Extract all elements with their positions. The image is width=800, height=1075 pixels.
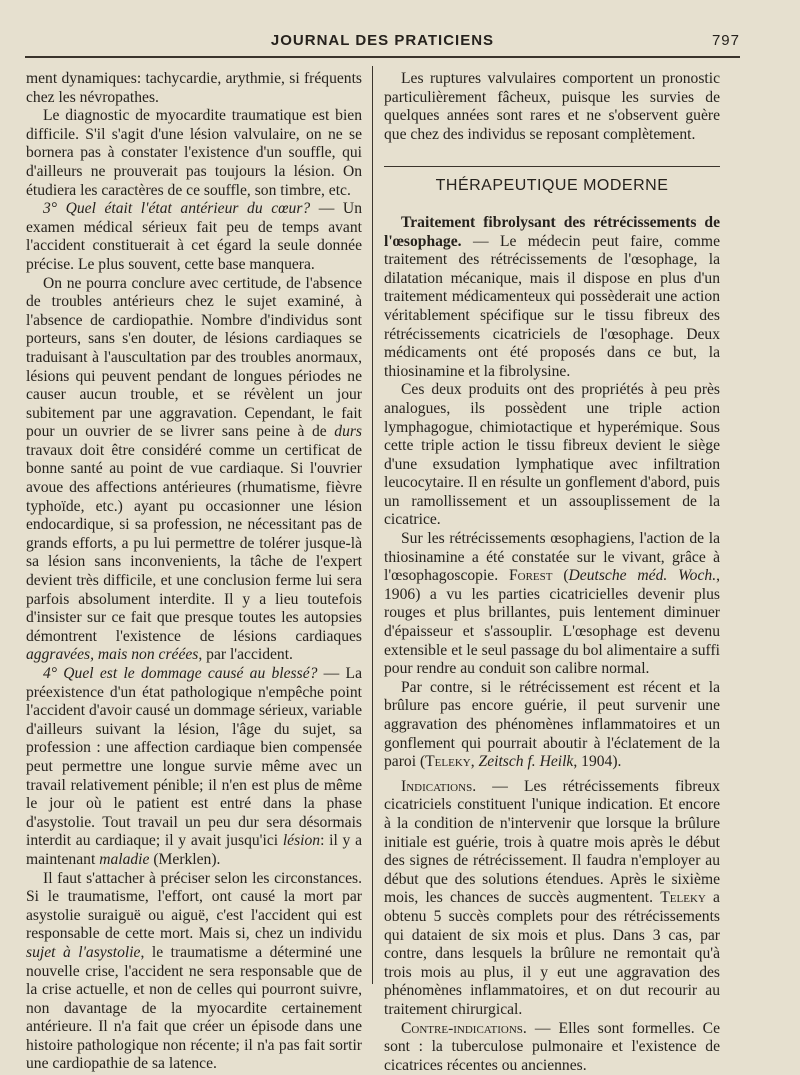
paragraph	[26, 70, 362, 107]
journal-citation: Zeitsch f. Heilk	[479, 753, 574, 770]
author-name: Teleky	[660, 889, 706, 906]
author-name: Teleky	[425, 753, 471, 770]
paragraph	[26, 200, 362, 274]
text: ,	[471, 753, 479, 770]
article-title: Traitement fibrolysant des rétrécissements de l'œsophage.	[384, 214, 720, 250]
paragraph	[384, 381, 720, 530]
paragraph	[384, 1020, 720, 1075]
italic-text: maladie	[99, 851, 149, 868]
paragraph	[384, 70, 720, 144]
journal-citation: Deutsche méd. Woch.	[569, 567, 717, 584]
left-column	[26, 70, 362, 1074]
text: Sur les rétrécissements œsophagiens, l'action de la thiosinamine a été constatée sur le vivant, grâce à l'œsophagoscopie.	[384, 530, 720, 584]
text: ment dynamiques: tachycardie, arythmie, si fréquents chez les névropathes.	[26, 70, 362, 106]
author-name: Forest	[509, 567, 553, 584]
question-heading: 3° Quel était l'état antérieur du cœur?	[43, 200, 310, 217]
text: Par contre, si le rétrécissement est récent et la brûlure pas encore guérie, il peut survenir une aggravation des phénomènes inflammatoires et un gonflement qui pourrait aboutir à l'éclatement de la paroi (	[384, 679, 720, 770]
text: — Elles sont formelles. Ce sont : la tuberculose pulmonaire et l'existence de cicatrices récentes ou anciennes.	[384, 1020, 720, 1074]
paragraph	[26, 275, 362, 665]
text: : il y a maintenant	[26, 832, 362, 868]
right-column	[384, 70, 720, 1075]
text: a obtenu 5 succès complets pour des rétrécissements qui dataient de six mois et plus. Dans 3 cas, par contre, dans lesquels la brûlure ne remontait qu'à trois mois au plus, il y eut une aggravation des phénomènes inflammatoires, et on dut recourir au traitement chirurgical.	[384, 889, 720, 1018]
paragraph	[384, 778, 720, 1020]
subsection-label: Contre-indications.	[401, 1020, 527, 1037]
paragraph	[26, 665, 362, 870]
text: — La préexistence d'un état pathologique n'empêche point l'accident d'avoir causé un dommage sérieux, variable d'ailleurs suivant la lésion, l'âge du sujet, sa profession : une affection cardiaque bien compensée peut permettre une longue survie même avec un travail relativement pénible; il n'en est plus de même le jour où le patient est entré dans la phase d'asystolie. Tout travail un peu dur sera désormais interdit au cardiaque; il y avait jusqu'ici	[26, 665, 362, 849]
text: Le diagnostic de myocardite traumatique est bien difficile. S'il s'agit d'une lésion valvulaire, on ne se bornera pas à constater l'existence d'un souffle, qui d'ailleurs ne prouverait pas toujours la lésion. On étudiera les caractères de ce souffle, son timbre, etc.	[26, 107, 362, 198]
subsection-label: Indications.	[401, 778, 476, 795]
journal-title: JOURNAL DES PRATICIENS	[25, 32, 740, 49]
text: On ne pourra conclure avec certitude, de l'absence de troubles antérieurs chez le sujet examiné, à l'absence de cardiopathie. Nombre d'individus sont porteurs, sans s'en douter, de lésions cardiaques se traduisant à l'auscultation par des troubles anormaux, lésions qui peuvent pendant de longues périodes ne causer aucun trouble, et se révèlent un jour subitement par une aggravation. Cependant, le fait pour un ouvrier de se livrer sans peine à de	[26, 275, 362, 441]
header-rule	[25, 56, 740, 58]
section-rule	[384, 166, 720, 167]
paragraph	[26, 870, 362, 1075]
paragraph	[384, 679, 720, 772]
text: — Les rétrécissements fibreux cicatriciels constituent l'unique indication. Et encore à la condition de n'intervenir que lorsque la brûlure initiale est guérie, trois à quatre mois après le début des signes de rétrécissement. Il faudra n'employer au début que des solutions étendues. Après le sixième mois, les chances de succès augmentent.	[384, 778, 720, 907]
text: (	[552, 567, 568, 584]
running-head	[25, 32, 740, 54]
italic-text: lésion	[283, 832, 320, 849]
text: travaux doit être considéré comme un certificat de bonne santé au point de vue cardiaque. Si l'ouvrier avoue des affections antérieures (rhumatisme, fièvre typhoïde, etc.) ayant pu occasionner une lésion endocardique, si sa profession, ne nécessitant pas de grands efforts, a pu lui permettre de tolérer jusque-là sa lésion sans inconvenients, la tâche de l'expert devient très difficile, et une conclusion ferme lui sera parfois absolument interdite. Il y a lieu toutefois d'insister sur ce fait que presque toutes les autopsies démontrent l'existence de lésions cardiaques	[26, 442, 362, 645]
paragraph	[384, 530, 720, 679]
text: — Le médecin peut faire, comme traitement des rétrécissements de l'œsophage, la dilatation mécanique, mais il dispose en plus d'un traitement médicamenteux qui possèderait une action véritablement spécifique sur le tissu fibreux des rétrécissements cicatriciels de l'œsophage. Deux médicaments ont été proposés dans ce but, la thiosinamine et la fibrolysine.	[384, 233, 720, 380]
column-divider	[372, 66, 373, 984]
text: — Un examen médical sérieux fait peu de temps avant l'accident constituerait à cet égard la seule donnée précise. Le plus souvent, cette base manquera.	[26, 200, 362, 273]
paragraph	[26, 107, 362, 200]
italic-text: aggravées, mais non créées,	[26, 646, 202, 663]
text: , le traumatisme a déterminé une nouvelle crise, l'accident ne sera responsable que de la crise actuelle, et non de celles qui pourront suivre, non davantage de la myocardite certainement antérieure. Il n'a fait que créer un épisode dans une histoire pathologique non récente; il n'a pas fait sortir une cardiopathie de sa latence.	[26, 944, 362, 1073]
section-title: THÉRAPEUTIQUE MODERNE	[384, 177, 720, 196]
text: (Merklen).	[149, 851, 220, 868]
page-number: 797	[712, 32, 740, 49]
italic-text: durs	[334, 423, 362, 440]
paragraph	[384, 214, 720, 381]
text: par l'accident.	[202, 646, 293, 663]
text: Les ruptures valvulaires comportent un pronostic particulièrement fâcheux, puisque les survies de quelques années sont rares et ne s'observent guère que chez des individus se reposant complètement.	[384, 70, 720, 143]
italic-text: sujet à l'asystolie	[26, 944, 140, 961]
question-heading: 4° Quel est le dommage causé au blessé?	[43, 665, 317, 682]
text: , 1906) a vu les parties cicatricielles devenir plus rouges et plus brillantes, puis lentement diminuer d'épaisseur et s'assouplir. L'œsophage est devenu extensible et le seul passage du bol alimentaire a suffi pour rendre au conduit son calibre normal.	[384, 567, 720, 677]
text: Ces deux produits ont des propriétés à peu près analogues, ils possèdent une triple action lymphagogue, chimiotactique et hyperémique. Sous cette triple action le tissu fibreux devient le siège d'une exsudation lymphatique avec infiltration leucocytaire. Il en résulte un gonflement d'abord, puis un ramollissement et un assouplissement de la cicatrice.	[384, 381, 720, 528]
text: , 1904).	[573, 753, 621, 770]
text: Il faut s'attacher à préciser selon les circonstances. Si le traumatisme, l'effort, ont causé la mort par asystolie suraiguë ou aiguë, c'est l'accident qui est responsable de cette mort. Mais si, chez un individu	[26, 870, 362, 943]
